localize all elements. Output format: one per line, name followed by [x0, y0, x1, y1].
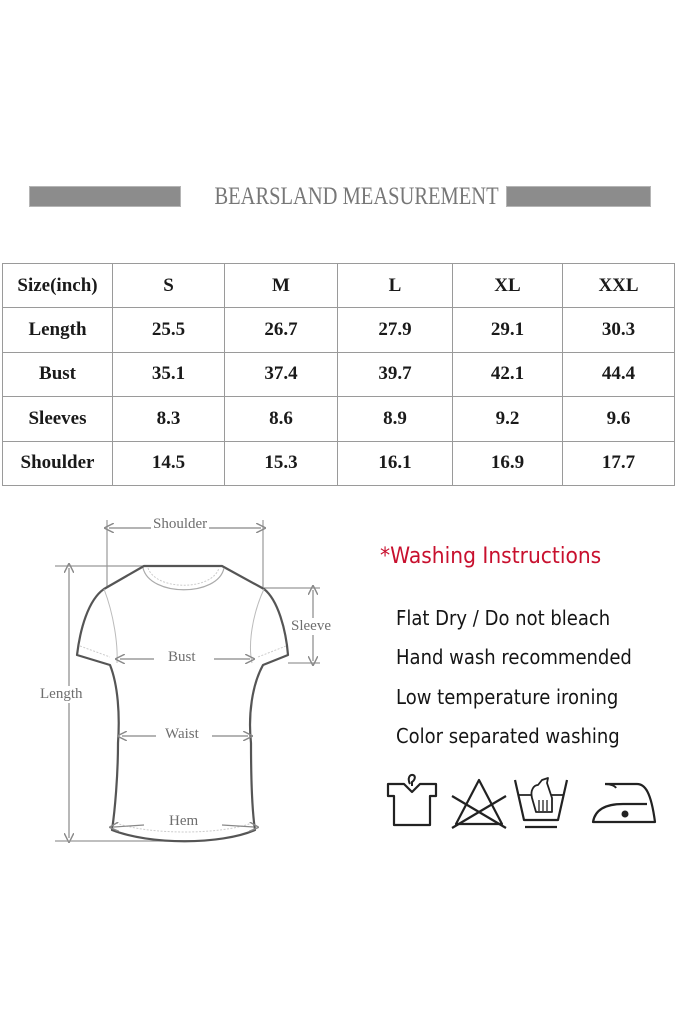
table-cell: 44.4 [563, 352, 675, 396]
instruction-line: Hand wash recommended [396, 645, 632, 669]
table-row-sleeves [3, 397, 675, 441]
row-label: Length [3, 308, 113, 352]
table-cell: 15.3 [225, 441, 338, 485]
column-header-xxl: XXL [563, 264, 675, 308]
shoulder-label: Shoulder [153, 516, 208, 532]
flat-dry-icon [384, 770, 440, 830]
column-header-l: L [338, 264, 453, 308]
table-header-row [3, 264, 675, 308]
tshirt-measurement-diagram [30, 505, 350, 850]
measurement-header [0, 181, 680, 213]
instruction-line: Color separated washing [396, 724, 620, 748]
table-row-shoulder [3, 441, 675, 485]
table-cell: 8.3 [113, 397, 225, 441]
table-cell: 42.1 [453, 352, 563, 396]
column-header-m: M [225, 264, 338, 308]
table-cell: 14.5 [113, 441, 225, 485]
size-chart-table [2, 263, 675, 486]
instruction-line: Low temperature ironing [396, 685, 619, 709]
washing-title: *Washing Instructions [380, 544, 602, 569]
table-cell: 37.4 [225, 352, 338, 396]
table-cell: 9.6 [563, 397, 675, 441]
waist-label: Waist [165, 726, 199, 742]
instruction-line: Flat Dry / Do not bleach [396, 606, 611, 630]
row-label: Sleeves [3, 397, 113, 441]
column-header-s: S [113, 264, 225, 308]
hem-label: Hem [169, 813, 199, 829]
table-cell: 26.7 [225, 308, 338, 352]
header-bar-right [506, 186, 651, 207]
table-cell: 8.9 [338, 397, 453, 441]
row-label: Bust [3, 352, 113, 396]
table-cell: 39.7 [338, 352, 453, 396]
table-cell: 16.1 [338, 441, 453, 485]
table-row-bust [3, 352, 675, 396]
low-temperature-iron-icon [585, 770, 665, 830]
bust-label: Bust [168, 649, 196, 665]
table-cell: 35.1 [113, 352, 225, 396]
table-cell: 30.3 [563, 308, 675, 352]
table-row-length [3, 308, 675, 352]
sleeve-label: Sleeve [291, 618, 331, 634]
table-cell: 29.1 [453, 308, 563, 352]
table-cell: 25.5 [113, 308, 225, 352]
table-cell: 16.9 [453, 441, 563, 485]
table-cell: 9.2 [453, 397, 563, 441]
care-symbols [380, 770, 670, 835]
table-cell: 27.9 [338, 308, 453, 352]
table-cell: 17.7 [563, 441, 675, 485]
table-cell: 8.6 [225, 397, 338, 441]
row-label: Shoulder [3, 441, 113, 485]
column-header-size: Size(inch) [3, 264, 113, 308]
do-not-bleach-icon [448, 770, 510, 830]
tshirt-outline-icon [30, 505, 350, 850]
length-label: Length [40, 686, 83, 702]
column-header-xl: XL [453, 264, 563, 308]
header-bar-left [29, 186, 181, 207]
hand-wash-icon [512, 770, 572, 832]
page-title: BEARSLAND MEASUREMENT [214, 183, 499, 210]
